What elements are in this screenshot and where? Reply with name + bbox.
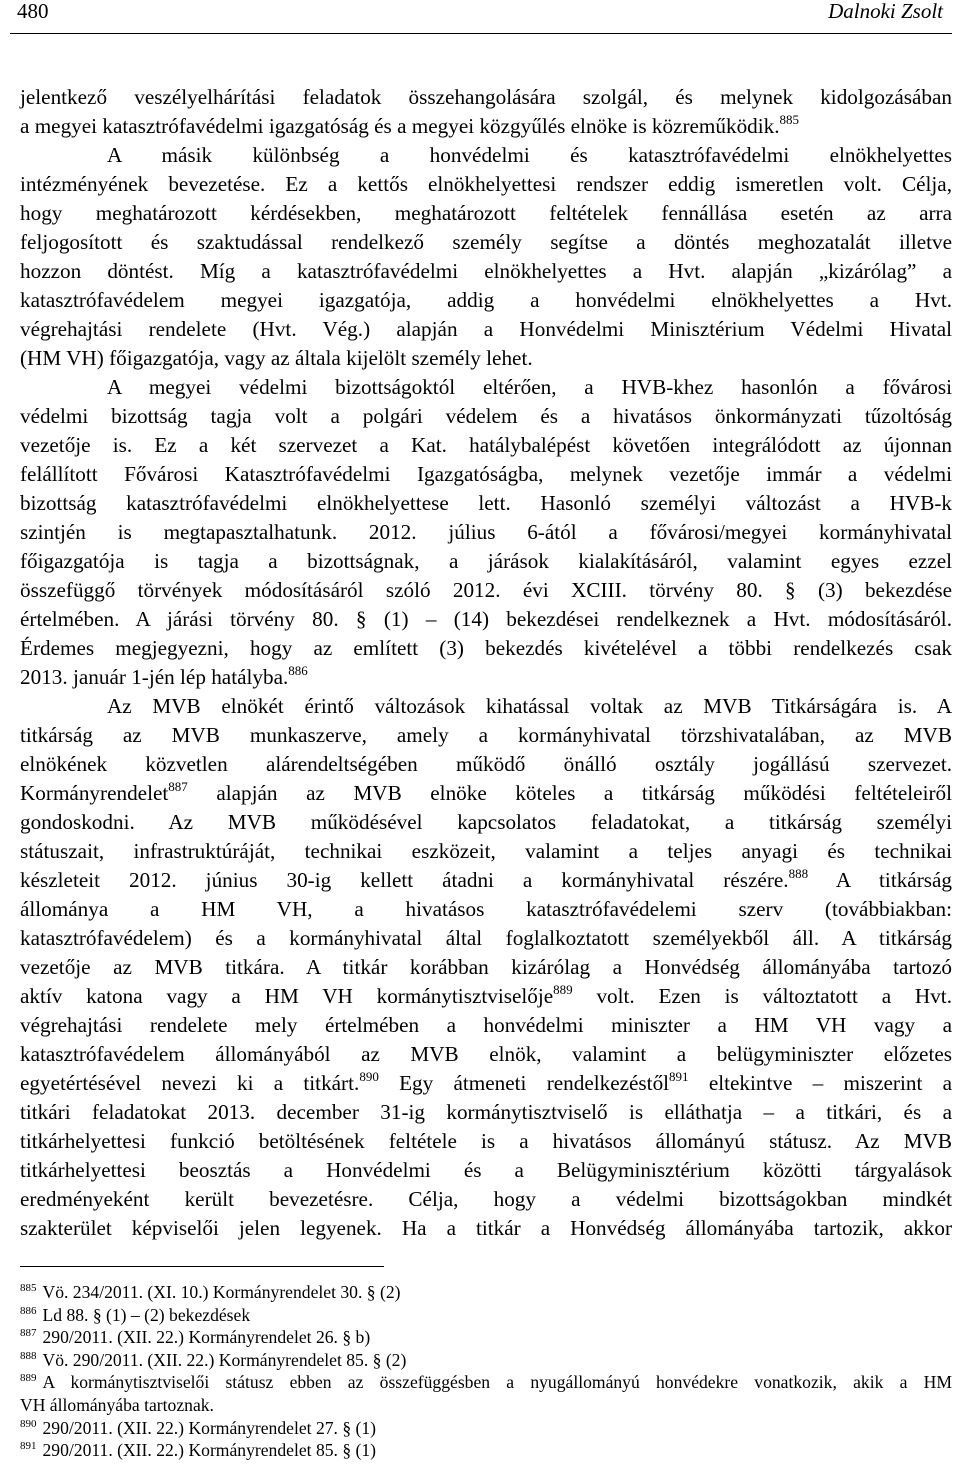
- body-line: [20, 953, 952, 982]
- body-text-run: bizottság katasztrófavédelmi elnökhelyettese lett. Hasonló személyi változást a HVB-k: [20, 491, 952, 515]
- footnote-reference[interactable]: 886: [288, 663, 308, 678]
- body-text-run: összefüggő törvények módosításáról szóló 2012. évi XCIII. törvény 80. § (3) bekezdése: [20, 578, 952, 602]
- footnote: [20, 1326, 952, 1349]
- body-line: [20, 895, 952, 924]
- body-text-run: intézményének bevezetése. Ez a kettős elnökhelyettesi rendszer eddig ismeretlen volt. Célja,: [20, 172, 952, 196]
- body-line: [20, 663, 952, 692]
- body-line: [20, 199, 952, 228]
- body-text-run: A megyei védelmi bizottságoktól eltérően, a HVB-khez hasonlón a fővárosi: [107, 375, 952, 399]
- body-line: [20, 373, 952, 402]
- footnote-number: 890: [20, 1417, 37, 1430]
- page-header: [0, 0, 960, 34]
- footnote-number: 885: [20, 1282, 37, 1294]
- body-line: [20, 518, 952, 547]
- body-text-run: a megyei katasztrófavédelmi igazgatóság és a megyei közgyűlés elnöke is közreműködik.: [20, 114, 780, 138]
- header-rule: [10, 33, 952, 34]
- footnote: [20, 1394, 952, 1417]
- body-text-run: szakterület képviselői jelen legyenek. Ha a titkár a Honvédség állományába tartozik, akkor: [20, 1216, 952, 1240]
- body-text-run: A titkárság: [808, 868, 952, 892]
- body-line: [20, 837, 952, 866]
- body-text-run: Kormányrendelet: [20, 781, 169, 805]
- body-line: [20, 460, 952, 489]
- body-line: [20, 402, 952, 431]
- body-text: [20, 83, 952, 1243]
- footnote-number: 891: [20, 1440, 37, 1453]
- body-text-run: szintjén is megtapasztalhatunk. 2012. július 6-ától a fővárosi/megyei kormányhivatal: [20, 520, 952, 544]
- body-text-run: vezetője az MVB titkára. A titkár korábban kizárólag a Honvédség állományába tartozó: [20, 955, 952, 979]
- body-text-run: alapján az MVB elnöke köteles a titkárság működési feltételeiről: [187, 781, 952, 805]
- body-line: [20, 1127, 952, 1156]
- body-text-run: katasztrófavédelem állományából az MVB elnök, valamint a belügyminiszter előzetes: [20, 1042, 952, 1066]
- body-line: [20, 808, 952, 837]
- footnote-separator: [20, 1266, 384, 1267]
- body-text-run: egyetértésével nevezi ki a titkárt.: [20, 1071, 360, 1095]
- body-text-run: volt. Ezen is változtatott a Hvt.: [572, 984, 952, 1008]
- footnote-text: 290/2011. (XII. 22.) Kormányrendelet 27. § (1): [42, 1417, 377, 1438]
- body-line: [20, 1040, 952, 1069]
- footnote-text: Vö. 234/2011. (XI. 10.) Kormányrendelet 30. § (2): [42, 1282, 401, 1302]
- body-text-run: készleteit 2012. június 30-ig kellett átadni a kormányhivatal részére.: [20, 868, 789, 892]
- body-line: [20, 489, 952, 518]
- body-text-run: titkárhelyettesi beosztás a Honvédelmi és a Belügyminisztérium közötti tárgyalások: [20, 1158, 952, 1182]
- body-line: [20, 344, 952, 373]
- body-text-run: értelmében. A járási törvény 80. § (1) – (14) bekezdései rendelkeznek a Hvt. módosításáról.: [20, 607, 952, 631]
- body-text-run: eredményeként került bevezetésre. Célja, hogy a védelmi bizottságokban mindkét: [20, 1187, 952, 1211]
- body-text-run: Egy átmeneti rendelkezéstől: [378, 1071, 670, 1095]
- body-line: [20, 924, 952, 953]
- footnote: [20, 1304, 952, 1327]
- body-text-run: titkári feladatokat 2013. december 31-ig kormánytisztviselő is elláthatja – a titkári, és a: [20, 1100, 952, 1124]
- footnote-text: 290/2011. (XII. 22.) Kormányrendelet 26. § b): [42, 1327, 371, 1348]
- footnote-reference[interactable]: 887: [168, 779, 188, 794]
- body-text-run: katasztrófavédelem megyei igazgatója, addig a honvédelmi elnökhelyettes a Hvt.: [20, 288, 952, 312]
- body-line: [20, 112, 952, 141]
- body-text-run: végrehajtási rendelete mely értelmében a honvédelmi miniszter a HM VH vagy a: [20, 1013, 952, 1037]
- body-text-run: titkárság az MVB munkaszerve, amely a kormányhivatal törzshivatalában, az MVB: [20, 723, 952, 747]
- body-text-run: felállított Fővárosi Katasztrófavédelmi Igazgatóságba, melynek vezetője immár a védelmi: [20, 462, 952, 486]
- footnote: [20, 1417, 952, 1440]
- body-text-run: jelentkező veszélyelhárítási feladatok összehangolására szolgál, és melynek kidolgozásában: [20, 85, 952, 109]
- body-text-run: elnökének közvetlen alárendeltségében működő önálló osztály jogállású szervezet.: [20, 752, 952, 776]
- body-text-run: Érdemes megjegyezni, hogy az említett (3) bekezdés kivételével a többi rendelkezés csak: [20, 636, 952, 660]
- body-text-run: Az MVB elnökét érintő változások kihatással voltak az MVB Titkárságára is. A: [107, 694, 952, 718]
- body-line: [20, 1214, 952, 1243]
- body-text-run: A másik különbség a honvédelmi és katasztrófavédelmi elnökhelyettes: [107, 143, 952, 167]
- body-line: [20, 141, 952, 170]
- body-text-run: státuszait, infrastruktúráját, technikai eszközeit, valamint a teljes anyagi és technikai: [20, 839, 952, 863]
- body-text-run: katasztrófavédelem) és a kormányhivatal által foglalkoztatott személyekből áll. A titkárság: [20, 926, 952, 950]
- running-head-author: Dalnoki Zsolt: [828, 0, 943, 23]
- body-line: [20, 547, 952, 576]
- body-text-run: végrehajtási rendelete (Hvt. Vég.) alapján a Honvédelmi Minisztérium Védelmi Hivatal: [20, 317, 952, 341]
- body-line: [20, 866, 952, 895]
- body-line: [20, 1185, 952, 1214]
- body-text-run: hogy meghatározott kérdésekben, meghatározott feltételek fennállása esetén az arra: [20, 201, 952, 225]
- footnote-reference[interactable]: 885: [779, 112, 800, 127]
- body-line: [20, 692, 952, 721]
- footnote-reference[interactable]: 888: [788, 866, 809, 881]
- body-line: [20, 576, 952, 605]
- footnote: [20, 1439, 952, 1462]
- footnote-reference[interactable]: 891: [669, 1069, 689, 1084]
- footnote-text: VH állományába tartoznak.: [20, 1394, 214, 1415]
- footnote-number: 886: [20, 1304, 37, 1317]
- body-line: [20, 257, 952, 286]
- footnote-text: 290/2011. (XII. 22.) Kormányrendelet 85. § (1): [42, 1440, 377, 1461]
- body-line: [20, 1069, 952, 1098]
- body-line: [20, 982, 952, 1011]
- body-line: [20, 779, 952, 808]
- body-text-run: vezetője is. Ez a két szervezet a Kat. hatálybalépést követően integrálódott az újonnan: [20, 433, 952, 457]
- body-line: [20, 83, 952, 112]
- body-line: [20, 315, 952, 344]
- footnote-number: 888: [20, 1349, 37, 1362]
- body-line: [20, 750, 952, 779]
- body-text-run: (HM VH) főigazgatója, vagy az általa kijelölt személy lehet.: [20, 346, 533, 370]
- page-number: 480: [17, 0, 49, 23]
- body-text-run: 2013. január 1-jén lép hatályba.: [20, 665, 289, 689]
- footnote-reference[interactable]: 890: [359, 1069, 379, 1084]
- footnote: [20, 1281, 952, 1304]
- body-line: [20, 1098, 952, 1127]
- footnote-number: 889: [20, 1372, 37, 1385]
- body-text-run: feljogosított és szaktudással rendelkező személy segítse a döntés meghozatalát illetve: [20, 230, 952, 254]
- footnote: [20, 1371, 952, 1394]
- footnotes: [20, 1281, 952, 1462]
- footnote: [20, 1349, 952, 1372]
- body-text-run: védelmi bizottság tagja volt a polgári védelem és a hivatásos önkormányzati tűzoltóság: [20, 404, 952, 428]
- body-line: [20, 286, 952, 315]
- body-line: [20, 1011, 952, 1040]
- body-text-run: gondoskodni. Az MVB működésével kapcsolatos feladatokat, a titkárság személyi: [20, 810, 952, 834]
- body-line: [20, 605, 952, 634]
- body-text-run: hozzon döntést. Míg a katasztrófavédelmi elnökhelyettes a Hvt. alapján „kizárólag” a: [20, 259, 952, 283]
- body-text-run: eltekintve – miszerint a: [688, 1071, 952, 1095]
- body-line: [20, 170, 952, 199]
- footnote-text: A kormánytisztviselői státusz ebben az összefüggésben a nyugállományú honvédekre vonatkozik, akik a HM: [42, 1372, 952, 1393]
- footnote-text: Vö. 290/2011. (XII. 22.) Kormányrendelet 85. § (2): [42, 1349, 407, 1370]
- body-text-run: főigazgatója is tagja a bizottságnak, a járások kialakításáról, valamint egyes ezzel: [20, 549, 952, 573]
- body-text-run: állománya a HM VH, a hivatásos katasztrófavédelemi szerv (továbbiakban:: [20, 897, 952, 921]
- footnote-text: Ld 88. § (1) – (2) bekezdések: [42, 1304, 251, 1325]
- body-line: [20, 721, 952, 750]
- body-text-run: aktív katona vagy a HM VH kormánytisztviselője: [20, 984, 554, 1008]
- footnote-reference[interactable]: 889: [553, 982, 573, 997]
- body-line: [20, 431, 952, 460]
- body-line: [20, 228, 952, 257]
- body-line: [20, 634, 952, 663]
- body-text-run: titkárhelyettesi funkció betöltésének feltétele is a hivatásos állományú státusz. Az MVB: [20, 1129, 952, 1153]
- body-line: [20, 1156, 952, 1185]
- footnote-number: 887: [20, 1327, 37, 1340]
